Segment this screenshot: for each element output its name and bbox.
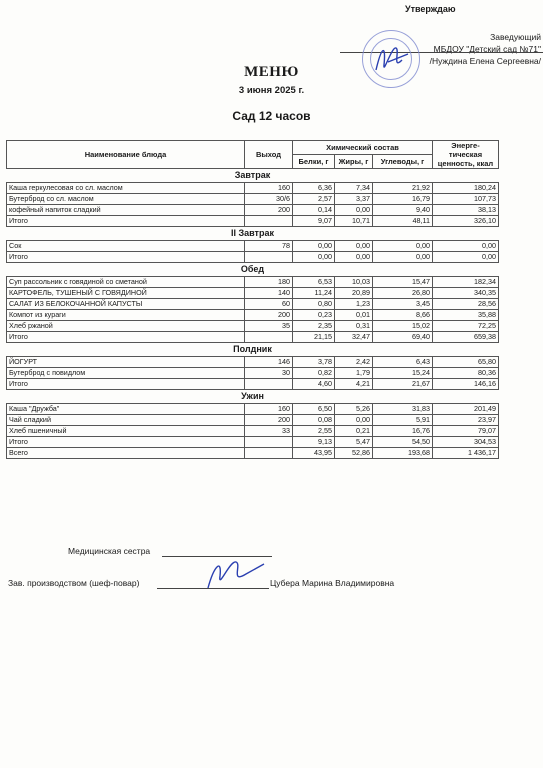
cell-name: Сок — [7, 241, 245, 252]
cell-carb: 69,40 — [373, 332, 433, 343]
cell-name: Хлеб ржаной — [7, 321, 245, 332]
cell-carb: 6,43 — [373, 357, 433, 368]
cell-name: Итого — [7, 437, 245, 448]
cell-protein: 6,50 — [293, 404, 335, 415]
cell-energy: 0,00 — [433, 252, 499, 263]
subtotal-row — [7, 437, 499, 448]
cell-fat: 2,42 — [335, 357, 373, 368]
section-header — [7, 227, 499, 241]
cell-energy: 65,80 — [433, 357, 499, 368]
cell-fat: 1,23 — [335, 299, 373, 310]
cell-fat: 0,21 — [335, 426, 373, 437]
cell-output — [245, 437, 293, 448]
cell-carb: 0,00 — [373, 252, 433, 263]
subtotal-row — [7, 332, 499, 343]
cell-carb: 15,02 — [373, 321, 433, 332]
header-protein: Белки, г — [293, 155, 335, 169]
section-title: II Завтрак — [7, 227, 499, 241]
cell-carb: 54,50 — [373, 437, 433, 448]
cell-output: 60 — [245, 299, 293, 310]
cell-protein: 0,23 — [293, 310, 335, 321]
cell-name: Итого — [7, 379, 245, 390]
cell-protein: 4,60 — [293, 379, 335, 390]
cell-energy: 1 436,17 — [433, 448, 499, 459]
cell-carb: 193,68 — [373, 448, 433, 459]
cell-carb: 15,47 — [373, 277, 433, 288]
cell-output — [245, 252, 293, 263]
cell-carb: 16,79 — [373, 194, 433, 205]
cell-name: Итого — [7, 216, 245, 227]
cell-output: 200 — [245, 205, 293, 216]
approval-person: /Нуждина Елена Сергеевна/ — [429, 56, 541, 66]
cell-fat: 3,37 — [335, 194, 373, 205]
cell-fat: 0,00 — [335, 205, 373, 216]
cell-energy: 107,73 — [433, 194, 499, 205]
cell-protein: 0,00 — [293, 252, 335, 263]
cell-output: 160 — [245, 183, 293, 194]
cell-energy: 0,00 — [433, 241, 499, 252]
subtotal-row — [7, 216, 499, 227]
cell-name: ЙОГУРТ — [7, 357, 245, 368]
chef-label: Зав. производством (шеф-повар) — [8, 578, 140, 588]
cell-fat: 32,47 — [335, 332, 373, 343]
cell-output: 140 — [245, 288, 293, 299]
cell-carb: 31,83 — [373, 404, 433, 415]
cell-fat: 20,89 — [335, 288, 373, 299]
menu-subtitle: Сад 12 часов — [232, 109, 311, 123]
section-header — [7, 169, 499, 183]
cell-carb: 15,24 — [373, 368, 433, 379]
cell-energy: 79,07 — [433, 426, 499, 437]
cell-carb: 26,80 — [373, 288, 433, 299]
cell-fat: 10,03 — [335, 277, 373, 288]
cell-carb: 21,67 — [373, 379, 433, 390]
cell-output — [245, 379, 293, 390]
section-title: Полдник — [7, 343, 499, 357]
menu-table — [6, 140, 499, 459]
section-header — [7, 263, 499, 277]
cell-protein: 6,53 — [293, 277, 335, 288]
cell-carb: 16,76 — [373, 426, 433, 437]
cell-carb: 48,11 — [373, 216, 433, 227]
cell-carb: 0,00 — [373, 241, 433, 252]
header-chem: Химический состав — [293, 141, 433, 155]
nurse-label: Медицинская сестра — [68, 546, 151, 556]
table-row — [7, 426, 499, 437]
cell-protein: 21,15 — [293, 332, 335, 343]
menu-table-body — [7, 169, 499, 459]
cell-energy: 23,97 — [433, 415, 499, 426]
approval-role: Заведующий — [490, 32, 541, 42]
cell-name: кофейный напиток сладкий — [7, 205, 245, 216]
cell-energy: 72,25 — [433, 321, 499, 332]
cell-fat: 52,86 — [335, 448, 373, 459]
cell-name: КАРТОФЕЛЬ, ТУШЕНЫЙ С ГОВЯДИНОЙ — [7, 288, 245, 299]
menu-date: 3 июня 2025 г. — [238, 85, 305, 96]
section-header — [7, 390, 499, 404]
cell-energy: 28,56 — [433, 299, 499, 310]
cell-name: Хлеб пшеничный — [7, 426, 245, 437]
cell-output — [245, 332, 293, 343]
cell-energy: 340,35 — [433, 288, 499, 299]
section-header — [7, 343, 499, 357]
cell-name: Бутерброд со сл. маслом — [7, 194, 245, 205]
grand-total-row — [7, 448, 499, 459]
cell-fat: 1,79 — [335, 368, 373, 379]
table-row — [7, 241, 499, 252]
approval-block — [430, 31, 541, 67]
cell-output: 146 — [245, 357, 293, 368]
table-row — [7, 415, 499, 426]
cell-protein: 0,80 — [293, 299, 335, 310]
subtotal-row — [7, 379, 499, 390]
cell-name: Чай сладкий — [7, 415, 245, 426]
cell-name: Всего — [7, 448, 245, 459]
header-energy: Энерге-тическая ценность, ккал — [433, 141, 499, 169]
cell-fat: 0,00 — [335, 415, 373, 426]
table-row — [7, 205, 499, 216]
cell-output: 30/6 — [245, 194, 293, 205]
cell-name: Бутерброд с повидлом — [7, 368, 245, 379]
cell-energy: 146,16 — [433, 379, 499, 390]
cell-protein: 0,82 — [293, 368, 335, 379]
table-row — [7, 277, 499, 288]
approval-label: Утверждаю — [405, 4, 456, 14]
cell-carb: 5,91 — [373, 415, 433, 426]
table-row — [7, 321, 499, 332]
table-row — [7, 368, 499, 379]
chef-name: Цубера Марина Владимировна — [270, 578, 395, 588]
cell-carb: 9,40 — [373, 205, 433, 216]
cell-output: 30 — [245, 368, 293, 379]
cell-fat: 0,31 — [335, 321, 373, 332]
cell-protein: 0,08 — [293, 415, 335, 426]
table-row — [7, 299, 499, 310]
table-row — [7, 288, 499, 299]
cell-name: САЛАТ ИЗ БЕЛОКОЧАННОЙ КАПУСТЫ — [7, 299, 245, 310]
cell-name: Каша геркулесовая со сл. маслом — [7, 183, 245, 194]
cell-name: Итого — [7, 252, 245, 263]
cell-energy: 80,36 — [433, 368, 499, 379]
cell-protein: 2,57 — [293, 194, 335, 205]
cell-output: 200 — [245, 310, 293, 321]
cell-protein: 9,13 — [293, 437, 335, 448]
cell-fat: 4,21 — [335, 379, 373, 390]
cell-carb: 3,45 — [373, 299, 433, 310]
cell-energy: 659,38 — [433, 332, 499, 343]
cell-output: 33 — [245, 426, 293, 437]
cell-output: 180 — [245, 277, 293, 288]
cell-fat: 5,47 — [335, 437, 373, 448]
header-dish-name: Наименование блюда — [7, 141, 245, 169]
cell-output: 35 — [245, 321, 293, 332]
table-row — [7, 310, 499, 321]
section-title: Завтрак — [7, 169, 499, 183]
header-carb: Углеводы, г — [373, 155, 433, 169]
cell-protein: 0,14 — [293, 205, 335, 216]
table-row — [7, 194, 499, 205]
page-title: МЕНЮ — [244, 64, 299, 80]
cell-protein: 9,07 — [293, 216, 335, 227]
cell-name: Каша "Дружба" — [7, 404, 245, 415]
cell-carb: 8,66 — [373, 310, 433, 321]
cell-name: Суп рассольник с говядиной со сметаной — [7, 277, 245, 288]
cell-fat: 0,00 — [335, 241, 373, 252]
cell-protein: 2,55 — [293, 426, 335, 437]
cell-energy: 182,34 — [433, 277, 499, 288]
section-title: Обед — [7, 263, 499, 277]
cell-energy: 201,49 — [433, 404, 499, 415]
cell-carb: 21,92 — [373, 183, 433, 194]
cell-protein: 2,35 — [293, 321, 335, 332]
cell-output: 160 — [245, 404, 293, 415]
cell-name: Итого — [7, 332, 245, 343]
cell-fat: 10,71 — [335, 216, 373, 227]
header-fat: Жиры, г — [335, 155, 373, 169]
header-output: Выход — [245, 141, 293, 169]
cell-output — [245, 448, 293, 459]
chef-signature — [200, 556, 270, 592]
approval-org: МБДОУ "Детский сад №71" — [433, 44, 541, 54]
cell-output: 78 — [245, 241, 293, 252]
cell-protein: 0,00 — [293, 241, 335, 252]
cell-output: 200 — [245, 415, 293, 426]
cell-fat: 0,01 — [335, 310, 373, 321]
cell-energy: 38,13 — [433, 205, 499, 216]
cell-fat: 0,00 — [335, 252, 373, 263]
cell-energy: 35,88 — [433, 310, 499, 321]
cell-protein: 43,95 — [293, 448, 335, 459]
cell-protein: 3,78 — [293, 357, 335, 368]
section-title: Ужин — [7, 390, 499, 404]
cell-protein: 6,36 — [293, 183, 335, 194]
cell-fat: 5,26 — [335, 404, 373, 415]
cell-energy: 326,10 — [433, 216, 499, 227]
subtotal-row — [7, 252, 499, 263]
table-row — [7, 183, 499, 194]
cell-energy: 304,53 — [433, 437, 499, 448]
cell-fat: 7,34 — [335, 183, 373, 194]
cell-energy: 180,24 — [433, 183, 499, 194]
cell-output — [245, 216, 293, 227]
table-row — [7, 357, 499, 368]
table-row — [7, 404, 499, 415]
cell-protein: 11,24 — [293, 288, 335, 299]
cell-name: Компот из кураги — [7, 310, 245, 321]
